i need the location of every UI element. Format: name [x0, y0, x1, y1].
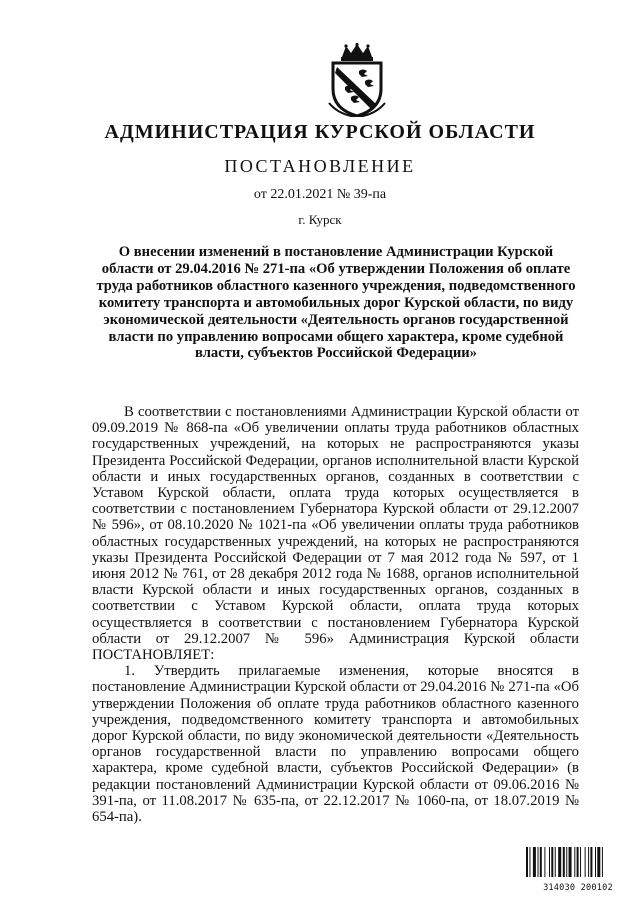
barcode	[526, 847, 630, 891]
document-date-number: от 22.01.2021 № 39-па	[253, 187, 387, 202]
document-body	[92, 404, 579, 825]
paragraph-1: В соответствии с постановлениями Администрации Курской области от 09.09.2019 № 868-па «Об увеличении оплаты труда работников областных государственных учреждений, на которых не распространяются указы Президента Российской Федерации, органов исполнительной власти Курской области и иных государственных органов, созданных в соответствии с Уставом Курской области, оплата труда которых осуществляется в соответствии с постановлением Губернатора Курской области от 29.12.2007 № 596», от 08.10.2020 № 1021-па «Об увеличении оплаты труда работников областных государственных учреждений, на которых не распространяются указы Президента Российской Федерации от 7 мая 2012 года № 597, от 1 июня 2012 № 761, от 28 декабря 2012 года № 1688, органов исполнительной власти Курской области и иных государственных органов, созданных в соответствии с Уставом Курской области, оплата труда которых осуществляется в соответствии с постановлением Губернатора Курской области от 29.12.2007 № 596» Администрация Курской области ПОСТАНОВЛЯЕТ:	[92, 404, 579, 664]
document-type: ПОСТАНОВЛЕНИЕ	[224, 156, 416, 176]
document-city: г. Курск	[298, 212, 342, 227]
organization-title: АДМИНИСТРАЦИЯ КУРСКОЙ ОБЛАСТИ	[104, 121, 536, 143]
coat-of-arms-icon	[325, 43, 389, 117]
paragraph-2: 1. Утвердить прилагаемые изменения, которые вносятся в постановление Администрации Курской области от 29.04.2016 № 271-па «Об утверждении Положения об оплате труда работников областного казенного учреждения, подведомственного комитету транспорта и автомобильных дорог Курской области, по виду экономической деятельности «Деятельность органов государственной власти по управлению вопросами общего характера, кроме судебной власти, субъектов Российской Федерации» (в редакции постановлений Администрации Курской области от 09.06.2016 № 391-па, от 11.08.2017 № 635-па, от 22.12.2017 № 1060-па, от 18.07.2019 № 654-па).	[92, 663, 579, 826]
barcode-number: 314030 200102	[543, 883, 613, 893]
barcode-bars-icon	[526, 847, 630, 877]
document-title: О внесении изменений в постановление Администрации Курской области от 29.04.2016 № 271-па «Об утверждении Положения об оплате труда работников областного казенного учреждения, подведомственного комитету транспорта и автомобильных дорог Курской области, по виду экономической деятельности «Деятельность органов государственной власти по управлению вопросами общего характера, кроме судебной власти, субъектов Российской Федерации»	[96, 244, 576, 362]
